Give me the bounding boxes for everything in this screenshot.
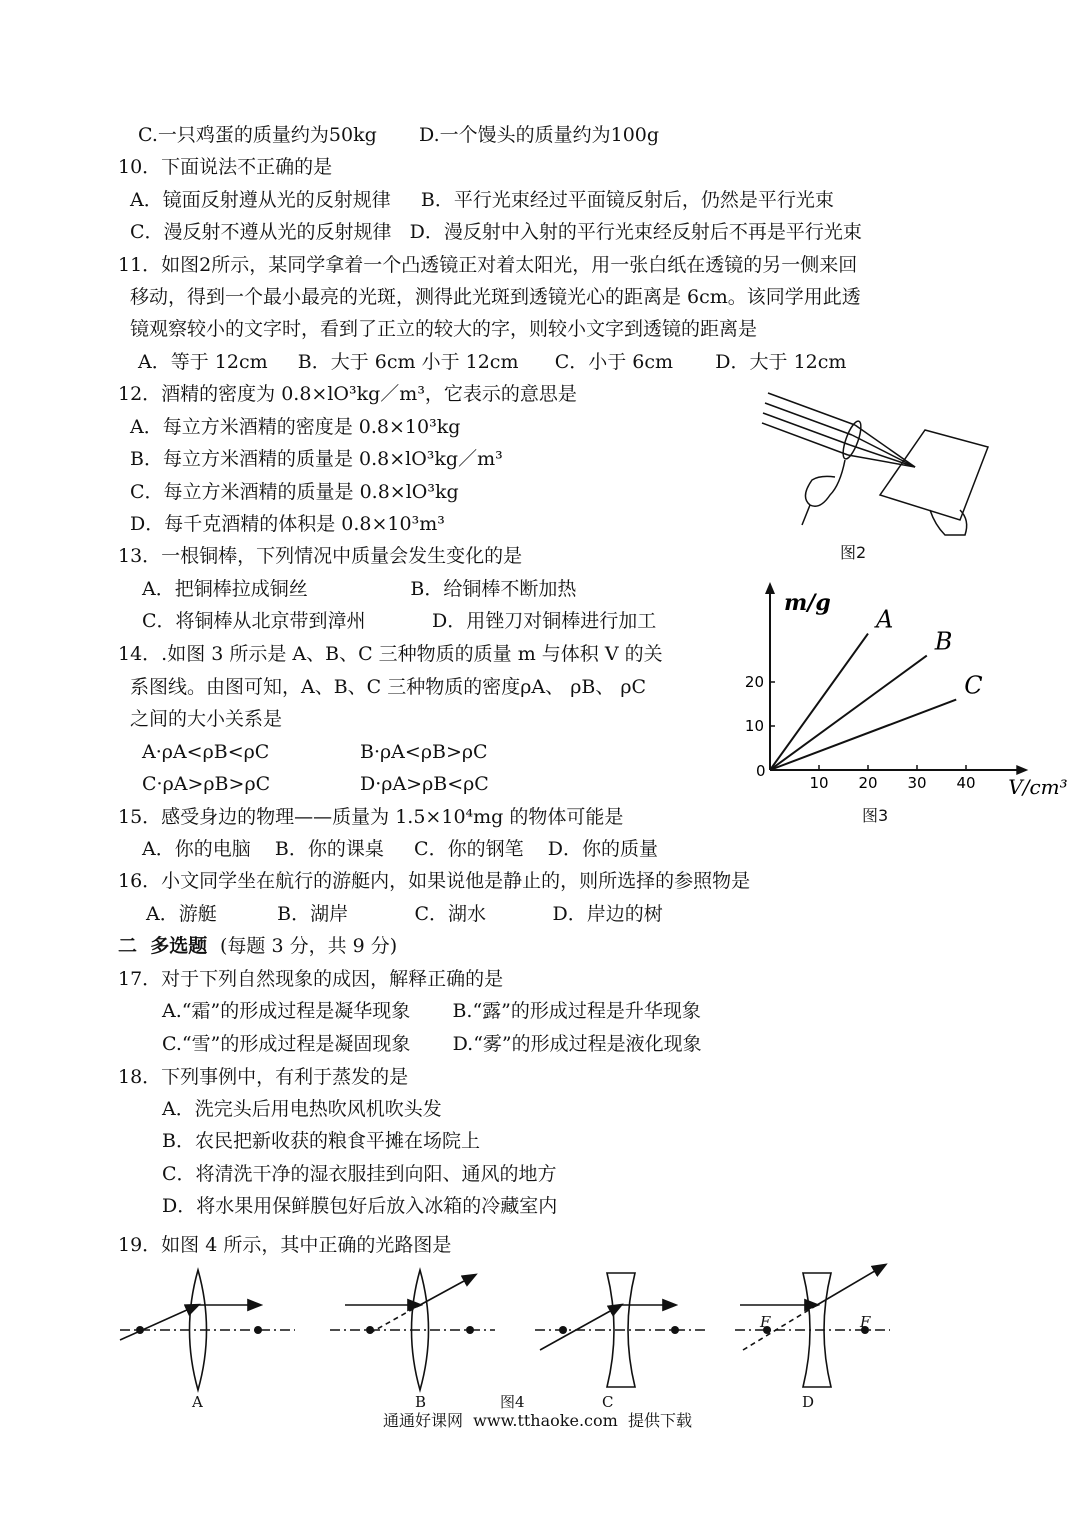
- question-13: 13．一根铜棒，下列情况中质量会发生变化的是: [118, 545, 523, 567]
- x-axis-label: V/cm³: [1008, 775, 1068, 799]
- option-line: A.“霜”的形成过程是凝华现象 B.“露”的形成过程是升华现象: [162, 1000, 701, 1022]
- x-tick-label: 20: [858, 774, 878, 792]
- question-12: 12．酒精的密度为 0.8×lO³kg／m³，它表示的意思是: [118, 383, 577, 405]
- option-line: C.“雪”的形成过程是凝固现象 D.“雾”的形成过程是液化现象: [162, 1033, 702, 1055]
- question-14-cont: 之间的大小关系是: [130, 708, 283, 730]
- focus-label: F: [860, 1313, 871, 1331]
- question-14: 14．.如图 3 所示是 A、B、C 三种物质的质量 m 与体积 V 的关: [118, 643, 663, 665]
- option-b: B·ρA<ρB>ρC: [360, 741, 488, 763]
- question-17: 17．对于下列自然现象的成因，解释正确的是: [118, 968, 504, 990]
- y-axis-arrow: [765, 582, 775, 594]
- y-tick-label: 20: [744, 673, 764, 691]
- option-line: A．把铜棒拉成铜丝 B．给铜棒不断加热: [142, 578, 577, 600]
- question-18: 18．下列事例中，有利于蒸发的是: [118, 1066, 409, 1088]
- question-15: 15．感受身边的物理——质量为 1.5×10⁴mg 的物体可能是: [118, 806, 624, 828]
- question-11-cont: 镜观察较小的文字时，看到了正立的较大的字，则较小文字到透镜的距离是: [130, 318, 758, 340]
- series-label-a: A: [876, 605, 894, 634]
- figure-4: [115, 1265, 905, 1395]
- series-line-c: [770, 700, 956, 770]
- x-tick-label: 30: [907, 774, 927, 792]
- question-16: 16．小文同学坐在航行的游艇内，如果说他是静止的，则所选择的参照物是: [118, 870, 751, 892]
- question-11-cont: 移动，得到一个最小最亮的光斑，测得此光斑到透镜光心的距离是 6cm。该同学用此透: [130, 286, 861, 308]
- series-line-a: [770, 634, 868, 770]
- origin-label: 0: [756, 762, 766, 780]
- option-line: A．你的电脑 B．你的课桌 C．你的钢笔 D．你的质量: [142, 838, 658, 860]
- x-tick-label: 40: [956, 774, 976, 792]
- figure-3-chart: [740, 580, 1080, 800]
- figure-2-caption: 图2: [840, 543, 867, 562]
- option-line: A．等于 12cm B．大于 6cm 小于 12cm C．小于 6cm D．大于 12cm: [138, 351, 847, 373]
- option-a: A·ρA<ρB<ρC: [142, 741, 270, 763]
- option-line: C．将清洗干净的湿衣服挂到向阳、通风的地方: [162, 1163, 557, 1185]
- option-c: C·ρA>ρB>ρC: [142, 773, 271, 795]
- series-label-c: C: [964, 671, 983, 700]
- option-line: C．将铜棒从北京带到漳州 D．用锉刀对铜棒进行加工: [142, 610, 657, 632]
- option-line: D．将水果用保鲜膜包好后放入冰箱的冷藏室内: [162, 1195, 558, 1217]
- figure-4-caption: 图4: [500, 1393, 525, 1411]
- x-tick-label: 10: [809, 774, 829, 792]
- question-10: 10．下面说法不正确的是: [118, 156, 333, 178]
- footer: 通通好课网 www.tthaoke.com 提供下载: [383, 1411, 692, 1430]
- option-line: D．每千克酒精的体积是 0.8×10³m³: [130, 513, 445, 535]
- figure-4-label-b: B: [415, 1393, 427, 1411]
- y-axis-label: m/g: [784, 590, 831, 616]
- y-tick-label: 10: [744, 717, 764, 735]
- option-line: C.一只鸡蛋的质量约为50kg D.一个馒头的质量约为100g: [138, 124, 660, 146]
- figure-4-label-d: D: [802, 1393, 815, 1411]
- focus-label: F: [760, 1313, 771, 1331]
- option-d: D·ρA>ρB<ρC: [360, 773, 489, 795]
- option-line: B．农民把新收获的粮食平摊在场院上: [162, 1130, 480, 1152]
- option-line: A．洗完头后用电热吹风机吹头发: [162, 1098, 442, 1120]
- figure-2: [760, 385, 1000, 540]
- x-axis-arrow: [1016, 765, 1028, 775]
- option-line: C．漫反射不遵从光的反射规律 D．漫反射中入射的平行光束经反射后不再是平行光束: [130, 221, 862, 243]
- option-line: B．每立方米酒精的质量是 0.8×lO³kg／m³: [130, 448, 503, 470]
- question-19: 19．如图 4 所示，其中正确的光路图是: [118, 1234, 452, 1256]
- option-line: A．镜面反射遵从光的反射规律 B．平行光束经过平面镜反射后，仍然是平行光束: [130, 189, 834, 211]
- figure-4-label-a: A: [192, 1393, 203, 1411]
- option-line: C．每立方米酒精的质量是 0.8×lO³kg: [130, 481, 459, 503]
- question-14-cont: 系图线。由图可知，A、B、C 三种物质的密度ρA、 ρB、 ρC: [130, 676, 647, 698]
- series-line-b: [770, 656, 927, 770]
- figure-4-label-c: C: [602, 1393, 614, 1411]
- option-line: A．每立方米酒精的密度是 0.8×10³kg: [130, 416, 461, 438]
- figure-3-caption: 图3: [862, 806, 889, 825]
- option-line: A．游艇 B．湖岸 C．湖水 D．岸边的树: [146, 903, 663, 925]
- section-heading: 二 多选题: [118, 935, 208, 957]
- section-note: (每题 3 分，共 9 分): [220, 935, 398, 957]
- series-label-b: B: [934, 627, 953, 656]
- question-11: 11．如图2所示，某同学拿着一个凸透镜正对着太阳光，用一张白纸在透镜的另一侧来回: [118, 254, 858, 276]
